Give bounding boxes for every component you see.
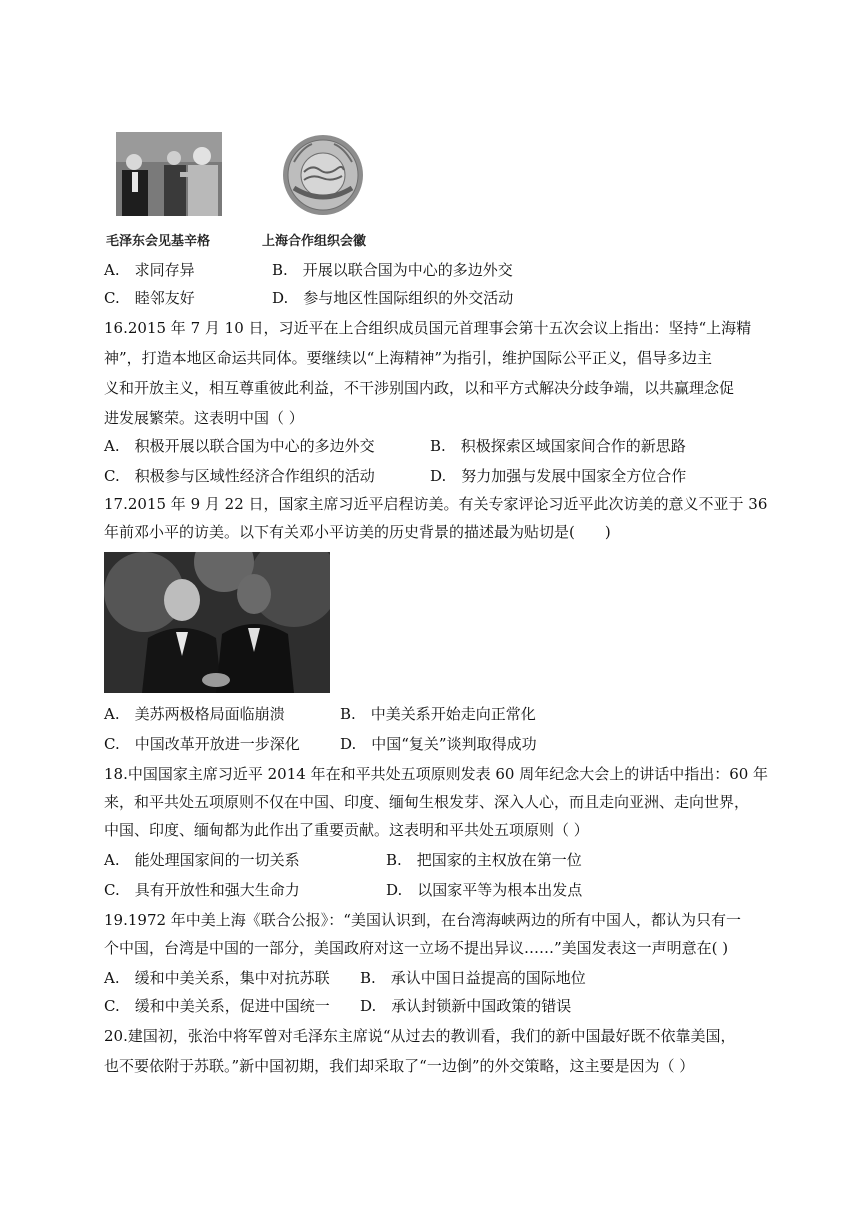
q18-option-c: C. 具有开放性和强大生命力 (104, 881, 300, 899)
q16-option-c: C. 积极参与区域性经济合作组织的活动 (104, 467, 375, 485)
q19-option-c: C. 缓和中美关系，促进中国统一 (104, 997, 330, 1015)
q20-line: 20.建国初，张治中将军曾对毛泽东主席说“从过去的教训看，我们的新中国最好既不依靠美国， (104, 1027, 736, 1045)
photo-figures-icon (116, 132, 222, 216)
emblem-caption: 上海合作组织会徽 (262, 234, 367, 249)
q17-option-b: B. 中美关系开始走向正常化 (340, 705, 536, 723)
q18-line: 18.中国国家主席习近平 2014 年在和平共处五项原则发表 60 周年纪念大会上的讲话中指出：60 年 (104, 765, 769, 783)
q19-option-b: B. 承认中国日益提高的国际地位 (360, 969, 586, 987)
q16-line: 义和开放主义，相互尊重彼此利益，不干涉别国内政，以和平方式解决分歧争端，以共赢理念促 (104, 379, 735, 397)
mao-kissinger-photo (116, 132, 222, 216)
q15-option-b: B. 开展以联合国为中心的多边外交 (272, 261, 513, 279)
q15-option-a: A. 求同存异 (104, 261, 195, 279)
q17-option-d: D. 中国“复关”谈判取得成功 (340, 735, 537, 753)
q19-option-d: D. 承认封锁新中国政策的错误 (360, 997, 572, 1015)
q16-option-a: A. 积极开展以联合国为中心的多边外交 (104, 437, 375, 455)
q19-line: 个中国，台湾是中国的一部分，美国政府对这一立场不提出异议……”美国发表这一声明意在( ) (104, 939, 729, 957)
q18-option-d: D. 以国家平等为根本出发点 (386, 881, 583, 899)
q20-line: 也不要依附于苏联。”新中国初期，我们却采取了“一边倒”的外交策略，这主要是因为（ ） (104, 1057, 695, 1075)
q16-line: 神”，打造本地区命运共同体。要继续以“上海精神”为指引，维护国际公平正义，倡导多边主 (104, 349, 713, 367)
q16-line: 16.2015 年 7 月 10 日，习近平在上合组织成员国元首理事会第十五次会议上指出：坚持“上海精 (104, 319, 752, 337)
photo1-caption: 毛泽东会见基辛格 (106, 234, 211, 249)
xi-obama-photo (104, 552, 330, 693)
sco-emblem-icon (282, 134, 364, 216)
q17-option-a: A. 美苏两极格局面临崩溃 (104, 705, 285, 723)
q16-line: 进发展繁荣。这表明中国（ ） (104, 409, 304, 427)
sco-emblem (282, 134, 364, 216)
q15-option-d: D. 参与地区性国际组织的外交活动 (272, 289, 514, 307)
q17-option-c: C. 中国改革开放进一步深化 (104, 735, 300, 753)
q17-line: 年前邓小平的访美。以下有关邓小平访美的历史背景的描述最为贴切是( ) (104, 523, 611, 541)
q18-option-a: A. 能处理国家间的一切关系 (104, 851, 300, 869)
q18-line: 来，和平共处五项原则不仅在中国、印度、缅甸生根发芽、深入人心，而且走向亚洲、走向世界， (104, 793, 750, 811)
q17-line: 17.2015 年 9 月 22 日，国家主席习近平启程访美。有关专家评论习近平此次访美的意义不亚于 36 (104, 495, 768, 513)
q19-option-a: A. 缓和中美关系，集中对抗苏联 (104, 969, 330, 987)
photo-figures-icon (104, 552, 330, 693)
q18-line: 中国、印度、缅甸都为此作出了重要贡献。这表明和平共处五项原则（ ） (104, 821, 589, 839)
q18-option-b: B. 把国家的主权放在第一位 (386, 851, 582, 869)
q15-option-c: C. 睦邻友好 (104, 289, 195, 307)
q19-line: 19.1972 年中美上海《联合公报》：“美国认识到，在台湾海峡两边的所有中国人，都认为只有一 (104, 911, 741, 929)
q16-option-d: D. 努力加强与发展中国家全方位合作 (430, 467, 687, 485)
q16-option-b: B. 积极探索区域国家间合作的新思路 (430, 437, 686, 455)
